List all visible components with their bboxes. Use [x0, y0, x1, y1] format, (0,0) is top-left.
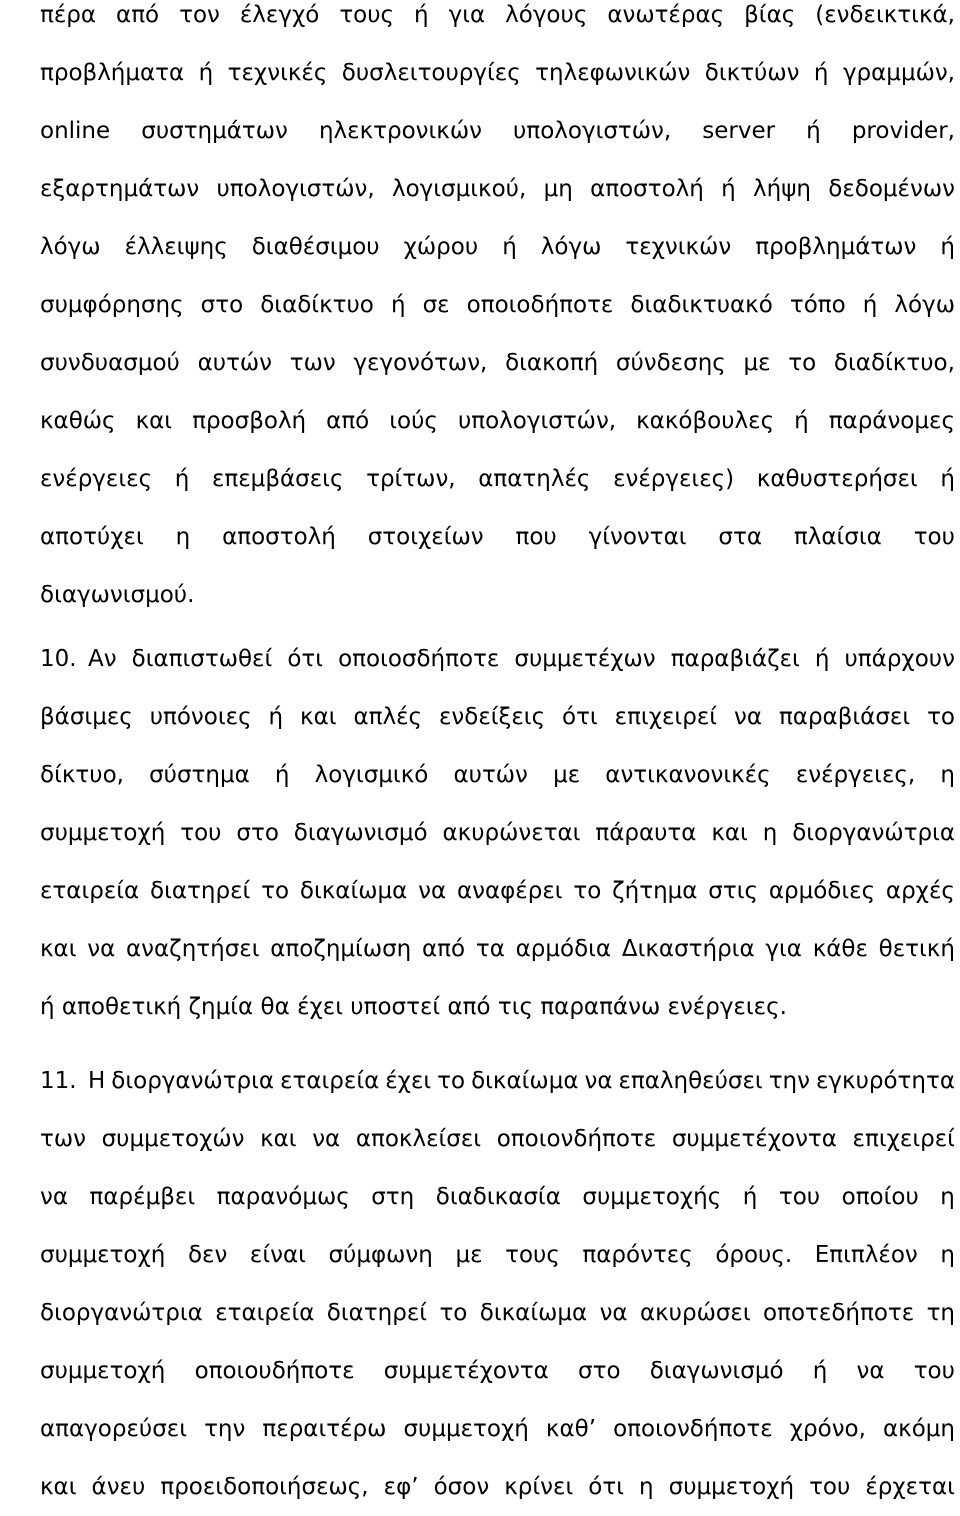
- word: συμφόρησης: [40, 292, 184, 318]
- word: με: [553, 762, 581, 788]
- word: αποτύχει: [40, 524, 144, 550]
- word: τεχνικές: [227, 60, 328, 86]
- word: διαδικασία: [435, 1184, 561, 1210]
- word: παράνομες: [828, 408, 955, 434]
- word: από: [116, 2, 160, 28]
- word: καθ’: [545, 1416, 597, 1442]
- text-line: [40, 1168, 955, 1226]
- word: δικαίωμα: [479, 1300, 588, 1326]
- word: ακυρώνεται: [442, 820, 581, 846]
- word: οποιοδήποτε: [466, 292, 614, 318]
- word: και: [260, 1126, 297, 1152]
- word: των: [289, 350, 336, 376]
- word: η: [940, 762, 955, 788]
- word: διαπιστωθεί: [131, 646, 273, 672]
- word: απλές: [353, 704, 423, 730]
- word: έχει: [385, 1068, 432, 1094]
- word: πάραυτα: [595, 820, 697, 846]
- word: συμμετοχή: [40, 1358, 166, 1384]
- text-line: [88, 1052, 955, 1110]
- word: να: [418, 878, 447, 904]
- word: ή: [390, 292, 406, 318]
- word: διατηρεί: [150, 878, 251, 904]
- word: έρχεται: [865, 1474, 955, 1500]
- word: συμμετέχοντα: [383, 1358, 549, 1384]
- word: ενέργειες): [613, 466, 735, 492]
- word: ή: [940, 234, 955, 260]
- word: από: [326, 408, 370, 434]
- word: ή: [174, 466, 190, 492]
- word: ή: [813, 60, 829, 86]
- word: και: [300, 704, 337, 730]
- word: απαγορεύσει: [40, 1416, 187, 1442]
- word: υπάρχουν: [844, 646, 955, 672]
- word: και: [711, 820, 748, 846]
- word: ή: [862, 292, 878, 318]
- word: προσβολή: [192, 408, 307, 434]
- word: συμμετοχή: [40, 820, 166, 846]
- word: καθυστερήσει: [756, 466, 918, 492]
- word: συμμετοχή: [40, 1242, 166, 1268]
- word: συμμετοχών: [101, 1126, 245, 1152]
- word: Δικαστήρια: [621, 936, 755, 962]
- word: βάσιμες: [40, 704, 133, 730]
- word: δυσλειτουργίες: [341, 60, 521, 86]
- text-line: [40, 334, 955, 392]
- word: την: [204, 1416, 246, 1442]
- word: εταιρεία: [215, 1300, 315, 1326]
- word: δεν: [187, 1242, 228, 1268]
- word: υπολογιστών,: [513, 118, 672, 144]
- word: πλαίσια: [793, 524, 882, 550]
- list-item-number: 10.: [40, 646, 77, 672]
- word: άνευ: [91, 1474, 146, 1500]
- word: είναι: [249, 1242, 306, 1268]
- word: να: [40, 1184, 69, 1210]
- word: τα: [475, 936, 505, 962]
- word: συμμετοχής: [582, 1184, 722, 1210]
- word: ή: [268, 704, 284, 730]
- word: αποκλείσει: [355, 1126, 482, 1152]
- word: όσον: [433, 1474, 490, 1500]
- word: να: [584, 1068, 613, 1094]
- word: σε: [422, 292, 450, 318]
- word: αυτών: [197, 350, 273, 376]
- word: χώρου: [403, 234, 479, 260]
- word: το: [439, 1300, 468, 1326]
- word: θετική: [878, 936, 955, 962]
- word: σύστημα: [149, 762, 250, 788]
- word: κρίνει: [504, 1474, 574, 1500]
- word: συστημάτων: [141, 118, 288, 144]
- word: παραβιάζει: [670, 646, 800, 672]
- word: αντικανονικές: [605, 762, 771, 788]
- word: Αν: [88, 646, 117, 672]
- word: η: [940, 1242, 955, 1268]
- word: αναζητήσει: [126, 936, 260, 962]
- word: του: [913, 1358, 955, 1384]
- word: ότι: [562, 704, 598, 730]
- word: του: [913, 524, 955, 550]
- word: διαγωνισμό: [293, 820, 428, 846]
- list-item-10: [40, 630, 955, 1036]
- word: οποιονδήποτε: [613, 1416, 773, 1442]
- word: (ενδεικτικά,: [815, 2, 955, 28]
- word: καθώς: [40, 408, 116, 434]
- text-line: [40, 102, 955, 160]
- word: ζήτημα: [612, 878, 698, 904]
- word: κακόβουλες: [636, 408, 775, 434]
- word: οποτεδήποτε: [763, 1300, 915, 1326]
- word: αναφέρει: [456, 878, 563, 904]
- word: χρόνο,: [789, 1416, 866, 1442]
- word: συμμετοχή: [668, 1474, 795, 1500]
- word: με: [743, 350, 771, 376]
- word: εταιρεία: [40, 878, 140, 904]
- word: να: [733, 704, 762, 730]
- word: δεδομένων: [828, 176, 955, 202]
- word: διαδικτυακό: [630, 292, 773, 318]
- word: Επιπλέον: [814, 1242, 918, 1268]
- word: και: [135, 408, 173, 434]
- word: λόγω: [40, 234, 101, 260]
- word: γεγονότων,: [353, 350, 488, 376]
- word: απατηλές: [478, 466, 591, 492]
- word: online: [40, 118, 111, 144]
- word: ότι: [588, 1474, 624, 1500]
- word: συμμετέχων: [514, 646, 656, 672]
- text-line: [40, 160, 955, 218]
- word: αποζημίωση: [270, 936, 412, 962]
- word: η: [762, 820, 778, 846]
- word: τους: [339, 2, 395, 28]
- text-line: [40, 44, 955, 102]
- text-line: ή αποθετική ζημία θα έχει υποστεί από τις παραπάνω ενέργειες.: [40, 994, 787, 1020]
- word: στα: [718, 524, 763, 550]
- word: διαδίκτυο: [260, 292, 374, 318]
- word: παρέμβει: [89, 1184, 196, 1210]
- word: πέρα: [40, 2, 97, 28]
- word: για: [448, 2, 486, 28]
- word: υπόνοιες: [149, 704, 252, 730]
- list-item-first-line: [40, 1052, 955, 1110]
- text-line: [40, 392, 955, 450]
- word: διαθέσιμου: [251, 234, 380, 260]
- word: οποίου: [841, 1184, 919, 1210]
- word: έλλειψης: [124, 234, 228, 260]
- word: διοργανώτρια: [792, 820, 955, 846]
- word: στη: [371, 1184, 415, 1210]
- text-line: [40, 1284, 955, 1342]
- text-line: [40, 1342, 955, 1400]
- word: να: [87, 936, 116, 962]
- word: το: [437, 1068, 466, 1094]
- word: οποιονδήποτε: [496, 1126, 657, 1152]
- word: στο: [578, 1358, 621, 1384]
- word: ενδείξεις: [438, 704, 546, 730]
- word: οποιουδήποτε: [194, 1358, 355, 1384]
- text-line: [40, 1400, 955, 1458]
- word: λόγω: [540, 234, 602, 260]
- text-line: [40, 862, 955, 920]
- word: λόγω: [894, 292, 955, 318]
- word: σύνδεσης: [615, 350, 726, 376]
- word: αποστολή: [590, 176, 704, 202]
- word: βίας: [744, 2, 796, 28]
- word: ή: [198, 60, 214, 86]
- word: των: [40, 1126, 86, 1152]
- word: ενέργειες,: [795, 762, 916, 788]
- text-line: [40, 920, 955, 978]
- word: δικαίωμα: [471, 1068, 579, 1094]
- word: ιούς: [389, 408, 438, 434]
- word: λόγους: [505, 2, 588, 28]
- word: σύμφωνη: [328, 1242, 433, 1268]
- word: δικαίωμα: [299, 878, 408, 904]
- word: εφ’: [383, 1474, 419, 1500]
- word: παρόντες: [582, 1242, 693, 1268]
- word: έλεγχό: [239, 2, 320, 28]
- continued-paragraph: [40, 0, 955, 624]
- word: διατηρεί: [326, 1300, 428, 1326]
- word: επιχειρεί: [614, 704, 718, 730]
- word: εγκυρότητα: [815, 1068, 955, 1094]
- word: το: [261, 878, 290, 904]
- word: server: [702, 118, 776, 144]
- text-line: [40, 450, 955, 508]
- text-line: [40, 688, 955, 746]
- word: ή: [721, 176, 736, 202]
- word: στο: [200, 292, 244, 318]
- word: να: [312, 1126, 341, 1152]
- text-line: [88, 630, 955, 688]
- word: λογισμικού,: [391, 176, 527, 202]
- word: εταιρεία: [280, 1068, 380, 1094]
- text-line: [40, 1110, 955, 1168]
- list-item-number: 11.: [40, 1068, 77, 1094]
- word: ή: [502, 234, 517, 260]
- word: προβλήματα: [40, 60, 185, 86]
- word: provider,: [851, 118, 955, 144]
- word: του: [180, 820, 222, 846]
- word: να: [599, 1300, 628, 1326]
- word: η: [639, 1474, 654, 1500]
- word: το: [927, 704, 955, 730]
- text-line: [40, 276, 955, 334]
- word: αρμόδια: [515, 936, 612, 962]
- word: λογισμικό: [314, 762, 429, 788]
- word: αυτών: [453, 762, 528, 788]
- text-line: διαγωνισμού.: [40, 582, 195, 608]
- word: προβλημάτων: [755, 234, 917, 260]
- word: η: [940, 1184, 955, 1210]
- word: συμμετέχοντα: [671, 1126, 837, 1152]
- text-line: [40, 804, 955, 862]
- word: διοργανώτρια: [40, 1300, 203, 1326]
- word: στο: [236, 820, 279, 846]
- word: ή: [414, 2, 429, 28]
- word: το: [788, 350, 817, 376]
- word: τον: [179, 2, 220, 28]
- word: που: [515, 524, 557, 550]
- word: ή: [814, 646, 830, 672]
- word: γίνονται: [588, 524, 687, 550]
- word: ή: [742, 1184, 758, 1210]
- word: την: [768, 1068, 810, 1094]
- list-item-first-line: [40, 630, 955, 688]
- word: γραμμών,: [842, 60, 955, 86]
- word: και: [40, 1474, 77, 1500]
- word: δικτύων: [704, 60, 800, 86]
- word: επαληθεύσει: [618, 1068, 763, 1094]
- word: η: [175, 524, 191, 550]
- word: ή: [794, 408, 809, 434]
- word: στοιχείων: [367, 524, 484, 550]
- text-line: [40, 1458, 955, 1516]
- word: ή: [940, 466, 955, 492]
- word: τους: [505, 1242, 560, 1268]
- word: ακυρώσει: [639, 1300, 751, 1326]
- word: τρίτων,: [366, 466, 456, 492]
- text-line: [40, 746, 955, 804]
- word: με: [455, 1242, 483, 1268]
- word: περαιτέρω: [262, 1416, 387, 1442]
- word: συμμετοχή: [403, 1416, 529, 1442]
- word: επεμβάσεις: [211, 466, 344, 492]
- word: συνδυασμού: [40, 350, 180, 376]
- word: ακόμη: [883, 1416, 955, 1442]
- word: Η: [88, 1068, 106, 1094]
- word: εξαρτημάτων: [40, 176, 200, 202]
- word: ανωτέρας: [607, 2, 725, 28]
- text-line: [40, 218, 955, 276]
- word: του: [778, 1184, 821, 1210]
- word: υπολογιστών,: [216, 176, 375, 202]
- word: διαδίκτυο,: [833, 350, 955, 376]
- word: το: [573, 878, 602, 904]
- word: ή: [812, 1358, 828, 1384]
- word: ηλεκτρονικών: [318, 118, 482, 144]
- word: για: [765, 936, 802, 962]
- word: να: [856, 1358, 885, 1384]
- word: στις: [708, 878, 758, 904]
- word: οποιοσδήποτε: [338, 646, 500, 672]
- word: τηλεφωνικών: [535, 60, 691, 86]
- word: διαγωνισμό: [649, 1358, 784, 1384]
- word: δίκτυο,: [40, 762, 124, 788]
- word: διοργανώτρια: [111, 1068, 275, 1094]
- text-line: [40, 1226, 955, 1284]
- word: διακοπή: [505, 350, 599, 376]
- word: από: [422, 936, 466, 962]
- word: παρανόμως: [216, 1184, 350, 1210]
- word: παραβιάσει: [778, 704, 911, 730]
- word: τεχνικών: [625, 234, 732, 260]
- word: του: [809, 1474, 851, 1500]
- list-item-11: [40, 1052, 955, 1516]
- text-line: [40, 0, 955, 44]
- word: μη: [543, 176, 573, 202]
- word: αρμόδιες: [768, 878, 876, 904]
- word: ή: [274, 762, 290, 788]
- word: αποστολή: [222, 524, 336, 550]
- word: κάθε: [812, 936, 868, 962]
- word: επιχειρεί: [852, 1126, 955, 1152]
- word: αρχές: [885, 878, 955, 904]
- word: τη: [926, 1300, 955, 1326]
- word: τόπο: [789, 292, 846, 318]
- word: υπολογιστών,: [457, 408, 617, 434]
- word: προειδοποιήσεως,: [160, 1474, 369, 1500]
- word: λήψη: [753, 176, 811, 202]
- word: ότι: [287, 646, 324, 672]
- text-line: [40, 508, 955, 566]
- word: ή: [806, 118, 821, 144]
- word: όρους.: [715, 1242, 793, 1268]
- word: και: [40, 936, 77, 962]
- word: ενέργειες: [40, 466, 153, 492]
